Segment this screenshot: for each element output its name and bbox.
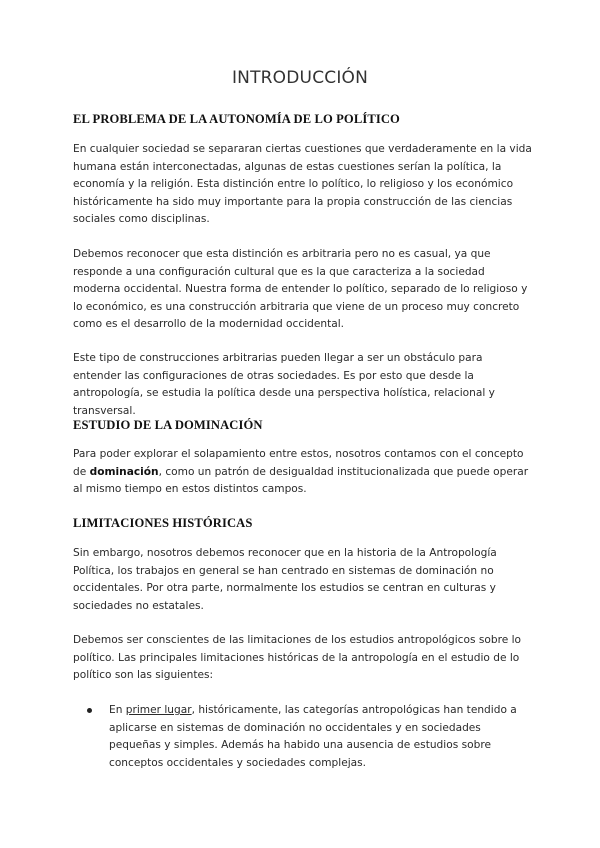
- bullet-text-after: , históricamente, las categorías antropológicas han tendido a aplicarse en sistemas de dominación no occidentales y en sociedades pequeñas y simples. Además ha habido una ausencia de estudios sobre conceptos occidentales y sociedades complejas.: [109, 704, 517, 769]
- dominacion-text-after: , como un patrón de desigualdad institucionalizada que puede operar al mismo tiempo en estos distintos campos.: [73, 465, 529, 496]
- underlined-term: primer lugar: [125, 704, 192, 716]
- list-item-text: [109, 702, 533, 772]
- section-heading-dominacion: ESTUDIO DE LA DOMINACIÓN: [73, 418, 263, 432]
- dominacion-bold-term: dominación: [89, 465, 159, 478]
- bullet-icon: [87, 708, 92, 713]
- paragraph-autonomia-1: En cualquier sociedad se separaran ciertas cuestiones que verdaderamente en la vida humana están interconectadas, algunas de estas cuestiones serían la política, la economía y la religión. Esta distinción entre lo político, lo religioso y los económico históricamente ha sido muy importante para la propia construcción de las ciencias sociales como disciplinas.: [73, 143, 532, 226]
- dominacion-text-before: Para poder explorar el solapamiento entre estos, nosotros contamos con el concepto de: [73, 448, 524, 478]
- section-heading-limitaciones: LIMITACIONES HISTÓRICAS: [73, 516, 253, 530]
- paragraph-autonomia-2: Debemos reconocer que esta distinción es arbitraria pero no es casual, ya que responde a una configuración cultural que es la que caracteriza a la sociedad moderna occidental. Nuestra forma de entender lo político, separado de lo religioso y lo económico, es una construcción arbitraria que viene de un proceso muy concreto como es el desarrollo de la modernidad occidental.: [73, 248, 528, 331]
- paragraph-autonomia-3: Este tipo de construcciones arbitrarias pueden llegar a ser un obstáculo para entender las configuraciones de otras sociedades. Es por esto que desde la antropología, se estudia la política desde una perspectiva holística, relacional y transversal.: [73, 352, 495, 417]
- paragraph-limitaciones-1: Sin embargo, nosotros debemos reconocer que en la historia de la Antropología Política, los trabajos en general se han centrado en sistemas de dominación no occidentales. Por otra parte, normalmente los estudios se centran en culturas y sociedades no estatales.: [73, 547, 497, 612]
- paragraph-dominacion: [73, 446, 533, 499]
- paragraph-limitaciones-2: Debemos ser conscientes de las limitaciones de los estudios antropológicos sobre lo político. Las principales limitaciones históricas de la antropología en el estudio de lo político son las siguientes:: [73, 634, 522, 682]
- bullet-text-before: En: [109, 704, 126, 716]
- section-heading-autonomia: EL PROBLEMA DE LA AUTONOMÍA DE LO POLÍTICO: [73, 112, 400, 126]
- document-title: INTRODUCCIÓN: [231, 68, 369, 88]
